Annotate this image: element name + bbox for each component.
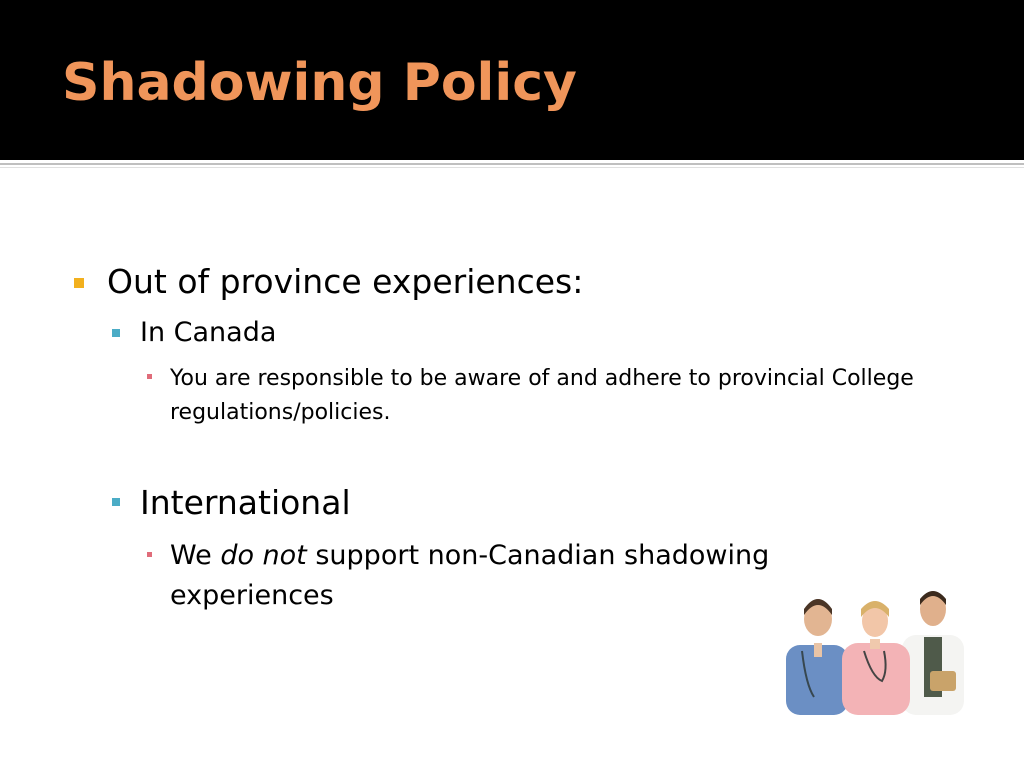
bullet-international: International	[140, 483, 351, 522]
healthcare-workers-photo	[784, 585, 966, 715]
bullet-in-canada: In Canada	[140, 317, 277, 348]
worker-blue-scrubs	[786, 599, 848, 715]
bullet-in-canada-detail: You are responsible to be aware of and adhere to provincial College regulations/policies.	[170, 366, 914, 425]
level1-bullet-icon	[74, 278, 84, 288]
title-divider-thin	[0, 167, 1024, 168]
worker-white-coat	[902, 591, 964, 715]
detail-suffix: support non-Canadian shadowing experiences	[170, 540, 770, 611]
detail-prefix: We	[170, 540, 221, 571]
level3-bullet-icon	[147, 374, 152, 379]
bullet-international-detail	[170, 536, 810, 616]
level2-bullet-icon	[112, 329, 120, 337]
title-divider	[0, 163, 1024, 165]
title-bar	[0, 0, 1024, 160]
level2-bullet-icon	[112, 498, 120, 506]
detail-emphasis: do not	[220, 540, 307, 571]
slide-title: Shadowing Policy	[62, 53, 577, 113]
level3-bullet-icon	[147, 552, 152, 557]
worker-pink-scrubs	[842, 601, 910, 715]
bullet-out-of-province: Out of province experiences:	[107, 262, 584, 301]
